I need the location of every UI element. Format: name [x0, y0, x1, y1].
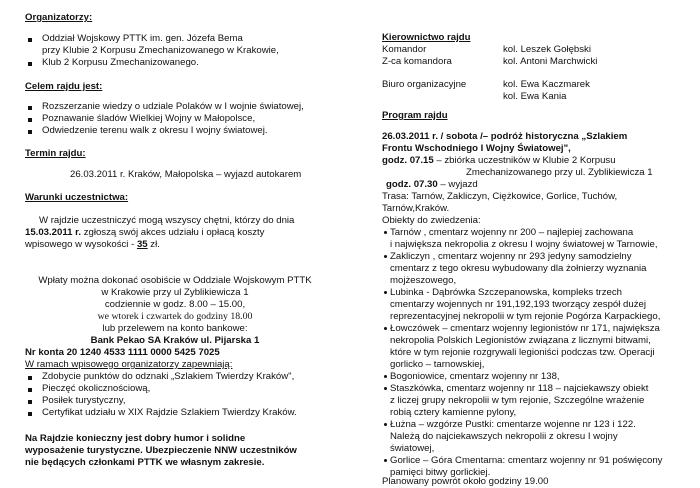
object-item: Łowczówek – cmentarz wojenny legionistów nr 171, największa [390, 323, 660, 334]
meet-line-2: Zmechanizowanego przy ul. Zyblikiewicza 1 [466, 167, 653, 178]
payment-line: lub przelewem na konto bankowe: [102, 323, 248, 334]
conditions-line [25, 227, 264, 239]
office-name: kol. Ewa Kaczmarek [503, 79, 590, 90]
object-item: Łużna – wzgórze Pustki: cmentarze wojenne nr 123 i 122. [390, 419, 636, 430]
meet-text: – zbiórka uczestników w Klubie 2 Korpusu [433, 155, 616, 166]
fee-item: Pieczęć okolicznościową, [42, 383, 151, 394]
return-time: Planowany powrót około godziny 19.00 [382, 476, 549, 487]
object-item: cmentarzy wojennych nr 191,192,193 tworzący zespół dużej [390, 299, 646, 310]
date-heading: Termin rajdu: [25, 148, 86, 159]
goal-item: Odwiedzenie terenu walk z okresu I wojny światowej. [42, 125, 268, 136]
goal-item: Rozszerzanie wiedzy o udziale Polaków w I wojnie światowej, [42, 101, 304, 112]
leader-name: kol. Leszek Gołębski [503, 44, 591, 55]
fee-includes-heading: W ramach wpisowego organizatorzy zapewniają: [25, 359, 233, 370]
meet-time: godz. 07.15 [382, 155, 434, 166]
organizer-item: przy Klubie 2 Korpusu Zmechanizowanego w Krakowie, [42, 45, 279, 56]
object-item: nekropolia Polskich Legionistów związana z licznymi bitwami, [390, 335, 651, 346]
fee-item: Zdobycie punktów do odznaki „Szlakiem Twierdzy Kraków", [42, 371, 295, 382]
depart-line [386, 179, 478, 191]
bullet-icon [28, 106, 32, 110]
fee-currency: zł. [147, 239, 160, 250]
object-item: pamięci bitwy gorlickiej. [390, 467, 491, 478]
leadership-heading: Kierownictwo rajdu [382, 32, 471, 43]
object-item: reprezentacyjnej nekropolii w tym rejonie Pogórza Karpackiego, [390, 311, 661, 322]
leader-role: Komandor [382, 44, 427, 55]
route-line: Tarnów,Kraków. [382, 203, 450, 214]
bullet-icon [28, 412, 32, 416]
bullet-icon [384, 291, 387, 294]
fee-amount: 35 [136, 239, 148, 250]
meet-line [382, 155, 616, 167]
bullet-icon [28, 388, 32, 392]
object-item: które w tym rejonie rozgrywali legioniści podczas tzw. Operacji [390, 347, 655, 358]
object-item: gorlicko – tarnowskiej, [390, 359, 485, 370]
leader-role: Z-ca komandora [382, 56, 452, 67]
objects-heading: Obiekty do zwiedzenia: [382, 215, 481, 226]
depart-time: godz. 07.30 [386, 179, 438, 190]
bullet-icon [28, 38, 32, 42]
bullet-icon [384, 459, 387, 462]
object-item: Zakliczyn , cmentarz wojenny nr 293 jedyny samodzielny [390, 251, 632, 262]
deadline-date: 15.03.2011 r. [25, 227, 82, 238]
final-note-line: nie będących członkami PTTK we własnym zakresie. [25, 457, 265, 468]
object-item: Lubinka - Dąbrówka Szczepanowska, kompleks trzech [390, 287, 622, 298]
bullet-icon [28, 118, 32, 122]
goal-heading: Celem rajdu jest: [25, 81, 103, 92]
fee-item: Posiłek turystyczny, [42, 395, 126, 406]
bullet-icon [384, 327, 387, 330]
program-heading: Program rajdu [382, 110, 448, 121]
bullet-icon [384, 387, 387, 390]
payment-line: codziennie w godz. 8.00 – 15.00, [104, 299, 246, 310]
fee-label: wpisowego w wysokości - [25, 239, 137, 250]
bullet-icon [28, 376, 32, 380]
organizer-item: Oddział Wojskowy PTTK im. gen. Józefa Bema [42, 33, 243, 44]
conditions-text: zgłoszą swój akces udziału i opłacą koszty [81, 227, 265, 238]
conditions-line: W rajdzie uczestniczyć mogą wszyscy chętni, którzy do dnia [39, 215, 295, 226]
object-item: Staszkówka, cmentarz wojenny nr 118 – najciekawszy obiekt [390, 383, 649, 394]
program-day-line: Frontu Wschodniego I Wojny Światowej", [382, 143, 571, 154]
payment-line: we wtorek i czwartek do godziny 18.00 [97, 311, 253, 322]
object-item: Tarnów , cmentarz wojenny nr 200 – najlepiej zachowana [390, 227, 634, 238]
bullet-icon [28, 130, 32, 134]
bullet-icon [384, 231, 387, 234]
fee-item: Certyfikat udziału w XIX Rajdzie Szlakiem Twierdzy Kraków. [42, 407, 297, 418]
date-text: 26.03.2011 r. Kraków, Małopolska – wyjazd autokarem [70, 169, 302, 180]
object-item: i największa nekropolia z okresu I wojny światowej w Tarnowie, [390, 239, 658, 250]
conditions-line [25, 239, 160, 251]
bullet-icon [28, 62, 32, 66]
bullet-icon [384, 255, 387, 258]
conditions-heading: Warunki uczestnictwa: [25, 192, 129, 203]
organizer-item: Klub 2 Korpusu Zmechanizowanego. [42, 57, 199, 68]
object-item: światowej, [390, 443, 435, 454]
account-number: Nr konta 20 1240 4533 1111 0000 5425 7025 [25, 347, 220, 358]
goal-item: Poznawanie śladów Wielkiej Wojny w Małopolsce, [42, 113, 256, 124]
final-note-line: Na Rajdzie konieczny jest dobry humor i solidne [25, 433, 246, 444]
bullet-icon [28, 400, 32, 404]
depart-text: – wyjazd [437, 179, 478, 190]
object-item: Bogoniowice, cmentarz wojenny nr 138, [390, 371, 560, 382]
object-item: Gorlice – Góra Cmentarna: cmentarz wojenny nr 91 poświęcony [390, 455, 663, 466]
object-item: z liczej grupy nekropolii w tym rejonie, Szczególne wrażenie [390, 395, 645, 406]
object-item: robią cztery kamienne pylony, [390, 407, 517, 418]
payment-line: w Krakowie przy ul Zyblikiewicza 1 [101, 287, 249, 298]
program-day-line: 26.03.2011 r. / sobota /– podróż historyczna „Szlakiem [382, 131, 628, 142]
route-line: Trasa: Tarnów, Zakliczyn, Ciężkowice, Gorlice, Tuchów, [382, 191, 618, 202]
bullet-icon [384, 423, 387, 426]
object-item: Należą do najciekawszych nekropolii z okresu I wojny [390, 431, 618, 442]
bullet-icon [384, 375, 387, 378]
object-item: mojżeszowego, [390, 275, 457, 286]
object-item: cmentarz z tego okresu wybudowany dla żołnierzy wyznania [390, 263, 647, 274]
organizers-heading: Organizatorzy: [25, 12, 93, 23]
payment-line: Wpłaty można dokonać osobiście w Oddziale Wojskowym PTTK [38, 275, 312, 286]
leader-name: kol. Antoni Marchwicki [503, 56, 598, 67]
office-name: kol. Ewa Kania [503, 91, 567, 102]
bank-name: Bank Pekao SA Kraków ul. Pijarska 1 [90, 335, 260, 346]
final-note-line: wyposażenie turystyczne. Ubezpieczenie NNW uczestników [25, 445, 297, 456]
office-role: Biuro organizacyjne [382, 79, 467, 90]
